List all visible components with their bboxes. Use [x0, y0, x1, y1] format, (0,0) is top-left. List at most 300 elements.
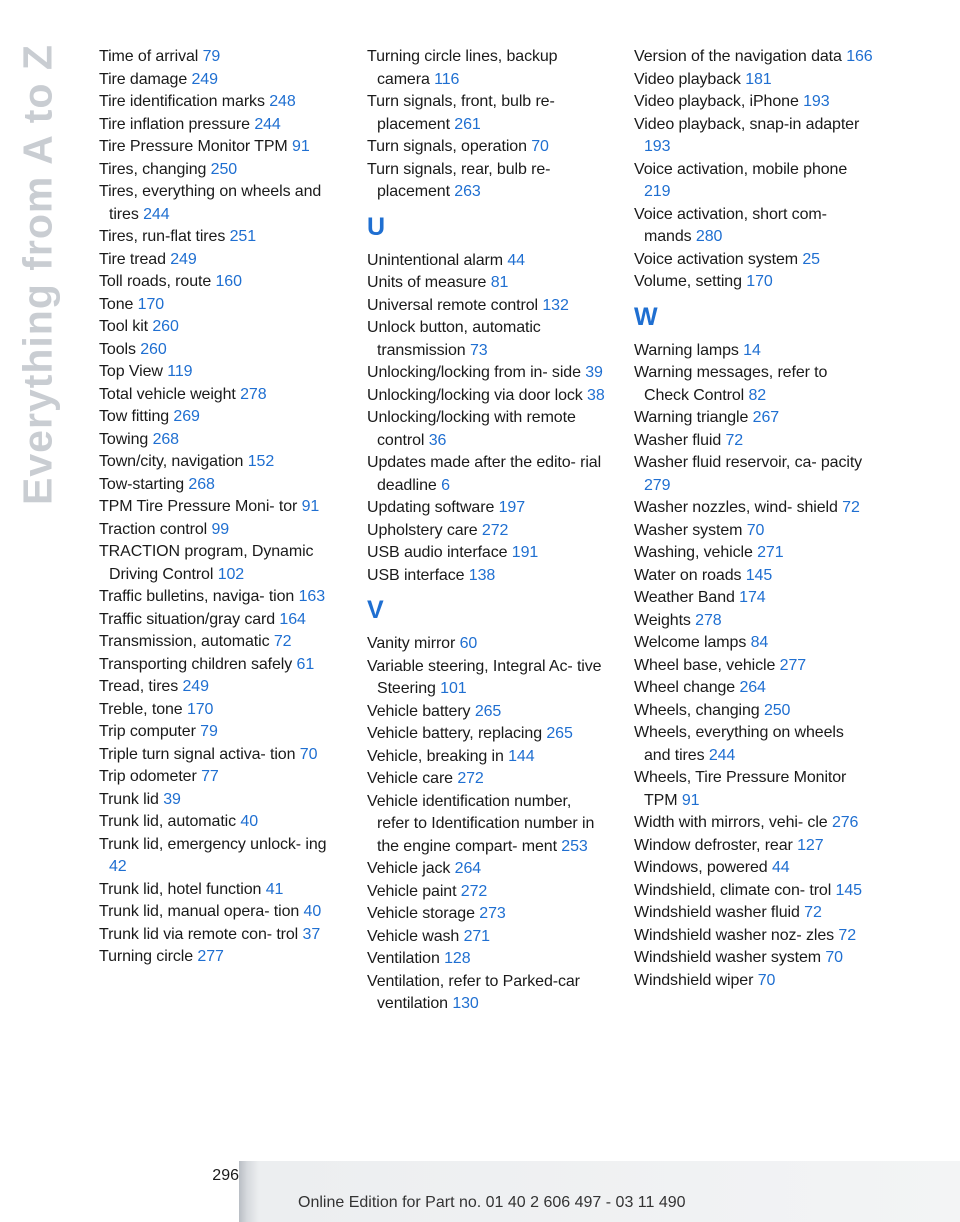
footer-text: Online Edition for Part no. 01 40 2 606 497 - 03 11 490: [298, 1194, 686, 1211]
index-entry: [99, 924, 339, 947]
index-entry-page-link[interactable]: 40: [240, 813, 258, 830]
index-entry: [634, 159, 874, 204]
section-letter-v: V: [367, 596, 384, 624]
index-entry: [99, 744, 339, 767]
index-entry: [99, 91, 339, 114]
index-entry-term: Weights: [634, 611, 691, 629]
index-entry-term: Wheels, everything on wheels and tires: [634, 724, 844, 764]
index-entry: [634, 542, 874, 565]
index-entry-term: Window defroster, rear: [634, 836, 793, 854]
index-entry: [99, 114, 339, 137]
index-entry: [367, 656, 607, 701]
index-column-3: [634, 46, 874, 992]
index-entry-term: Trunk lid, hotel function: [99, 880, 262, 898]
index-entry: [99, 451, 339, 474]
index-entry-term: Vehicle battery: [367, 702, 471, 720]
index-entry: [367, 520, 607, 543]
index-entry-term: Warning lamps: [634, 341, 739, 359]
index-entry-term: Updates made after the edito‐ rial deadline: [367, 454, 602, 494]
index-entry: [367, 926, 607, 949]
index-entry-page-link[interactable]: 72: [273, 633, 292, 650]
index-entry: [367, 746, 607, 769]
index-entry: [99, 609, 339, 632]
index-entry-page-link[interactable]: 264: [454, 860, 482, 877]
index-entry-page-link[interactable]: 145: [835, 881, 862, 899]
index-entry: [634, 587, 874, 610]
index-entry-page-link[interactable]: 60: [459, 635, 478, 652]
section-letter-w: W: [634, 302, 658, 331]
index-entry-term: TPM Tire Pressure Moni‐ tor: [99, 498, 298, 515]
index-entry-page-link[interactable]: 251: [229, 228, 256, 245]
index-entry: [634, 610, 874, 633]
index-entry-term: Turning circle: [99, 948, 194, 965]
index-entry-page-link[interactable]: 244: [254, 115, 281, 133]
index-entry-term: Video playback, snap-in adapter: [634, 115, 860, 133]
index-entry-term: Trunk lid, automatic: [99, 813, 237, 830]
index-entry-term: Traffic situation/gray card: [99, 610, 276, 628]
index-entry-term: Turn signals, rear, bulb re‐ placement: [367, 160, 551, 200]
index-entry-page-link[interactable]: 84: [750, 634, 769, 651]
index-entry: [367, 317, 607, 362]
index-entry-term: Ventilation, refer to Parked-car ventilation: [367, 972, 580, 1012]
index-entry-page-link[interactable]: 41: [265, 880, 284, 898]
index-entry-page-link[interactable]: 130: [452, 995, 479, 1012]
index-entry-page-link[interactable]: 271: [463, 927, 490, 945]
index-entry-term: Towing: [99, 430, 149, 448]
index-entry-page-link[interactable]: 72: [842, 499, 860, 516]
index-entry-page-link[interactable]: 260: [140, 340, 167, 358]
index-entry: [99, 226, 339, 249]
index-entry: [99, 789, 339, 812]
index-entry-page-link[interactable]: 244: [143, 205, 170, 223]
index-entry-term: Windshield, climate con‐ trol: [634, 881, 832, 899]
index-entry-page-link[interactable]: 119: [167, 363, 193, 380]
index-entry-page-link[interactable]: 14: [743, 341, 761, 359]
index-entry: [99, 654, 339, 677]
index-entry: [99, 429, 339, 452]
index-entry: [634, 340, 874, 363]
index-entry-page-link[interactable]: 170: [746, 273, 773, 290]
index-entry-term: Turn signals, front, bulb re‐ placement: [367, 93, 555, 133]
index-entry: [634, 520, 874, 543]
index-entry-term: Windshield washer noz‐ zles: [634, 926, 835, 944]
index-entry-term: Trunk lid, manual opera‐ tion: [99, 903, 300, 920]
index-entry-page-link[interactable]: 264: [739, 679, 766, 696]
index-entry-term: TRACTION program, Dynamic Driving Control: [99, 543, 314, 583]
index-entry-page-link[interactable]: 197: [498, 499, 526, 516]
index-entry: [367, 971, 607, 1016]
index-entry: [634, 947, 874, 970]
index-entry: [99, 474, 339, 497]
index-entry: [367, 362, 607, 385]
index-entry-page-link[interactable]: 253: [561, 837, 588, 855]
index-entry-page-link[interactable]: 99: [211, 520, 230, 538]
index-entry-page-link[interactable]: 152: [247, 453, 275, 470]
index-entry-page-link[interactable]: 128: [444, 950, 471, 967]
index-entry-page-link[interactable]: 61: [296, 655, 315, 673]
index-entry: [367, 497, 607, 520]
index-entry: [99, 316, 339, 339]
index-entry: [367, 159, 607, 204]
index-entry-term: Volume, setting: [634, 273, 742, 290]
index-column-1: [99, 46, 339, 969]
index-entry-term: Traction control: [99, 520, 208, 538]
index-entry-term: Tires, run-flat tires: [99, 228, 226, 245]
index-entry-term: Trunk lid via remote con‐ trol: [99, 925, 299, 943]
index-entry-page-link[interactable]: 163: [298, 588, 325, 605]
index-entry-term: Trunk lid: [99, 790, 159, 808]
index-entry-page-link[interactable]: 138: [468, 566, 496, 584]
index-entry-term: Vehicle storage: [367, 905, 475, 922]
index-entry-page-link[interactable]: 261: [454, 115, 481, 133]
index-entry-term: Warning messages, refer to Check Control: [634, 364, 828, 404]
index-entry-page-link[interactable]: 70: [757, 971, 776, 989]
index-entry-term: Washer fluid reservoir, ca‐ pacity: [634, 454, 863, 471]
index-entry-term: Unlocking/locking with remote control: [367, 409, 576, 449]
index-entry: [634, 655, 874, 678]
index-entry: [367, 542, 607, 565]
index-entry-page-link[interactable]: 37: [302, 925, 321, 943]
index-entry: [367, 46, 607, 91]
side-title: Everything from A to Z: [14, 44, 61, 505]
index-entry-page-link[interactable]: 170: [137, 295, 165, 313]
index-entry-term: Tire tread: [99, 250, 166, 268]
index-entry-term: Tire damage: [99, 70, 188, 88]
index-entry-page-link[interactable]: 6: [441, 476, 450, 494]
index-entry-page-link[interactable]: 70: [531, 138, 549, 155]
index-entry-page-link[interactable]: 272: [457, 770, 484, 787]
index-entry-term: Windows, powered: [634, 859, 768, 876]
index-entry-page-link[interactable]: 263: [454, 183, 481, 200]
index-entry-page-link[interactable]: 91: [681, 791, 700, 809]
index-entry-term: Vehicle paint: [367, 882, 457, 900]
index-entry-term: Vehicle care: [367, 770, 453, 787]
index-entry-page-link[interactable]: 250: [210, 160, 238, 178]
index-entry-page-link[interactable]: 271: [757, 544, 784, 561]
index-entry: [634, 970, 874, 993]
index-entry: [367, 91, 607, 136]
index-entry: [367, 791, 607, 859]
index-entry-page-link[interactable]: 132: [542, 296, 569, 314]
index-entry: [367, 768, 607, 791]
index-entry-term: Triple turn signal activa‐ tion: [99, 745, 296, 763]
index-entry-term: Tread, tires: [99, 678, 179, 695]
index-entry: [634, 722, 874, 767]
index-entry: [634, 114, 874, 159]
index-entry: [367, 272, 607, 295]
index-entry: [99, 159, 339, 182]
index-entry-term: Treble, tone: [99, 700, 183, 718]
index-entry: [634, 204, 874, 249]
index-entry-page-link[interactable]: 81: [490, 274, 509, 291]
index-entry-page-link[interactable]: 191: [511, 544, 539, 561]
index-entry-term: Voice activation, short com‐ mands: [634, 205, 827, 245]
index-entry-page-link[interactable]: 25: [802, 250, 820, 268]
section-letter-u: U: [367, 212, 386, 241]
index-entry-page-link[interactable]: 166: [846, 48, 873, 65]
index-entry: [99, 631, 339, 654]
index-entry-term: Unlocking/locking from in‐ side: [367, 364, 581, 381]
index-entry: [634, 812, 874, 835]
index-entry-term: Vanity mirror: [367, 635, 456, 652]
index-entry: [99, 339, 339, 362]
index-entry-page-link[interactable]: 44: [771, 859, 790, 876]
index-entry-term: Tow-starting: [99, 475, 185, 493]
index-entry: [634, 69, 874, 92]
index-entry: [99, 46, 339, 69]
index-entry: [367, 858, 607, 881]
index-entry-page-link[interactable]: 91: [292, 138, 310, 155]
index-entry-term: Wheel base, vehicle: [634, 656, 776, 674]
index-entry-page-link[interactable]: 145: [745, 566, 773, 584]
index-entry-page-link[interactable]: 160: [215, 273, 242, 290]
index-entry-term: Variable steering, Integral Ac‐ tive Steering: [367, 657, 602, 697]
index-entry: [634, 925, 874, 948]
index-entry: [99, 946, 339, 969]
index-entry: [367, 903, 607, 926]
index-entry-page-link[interactable]: 44: [507, 251, 525, 269]
index-entry: [367, 136, 607, 159]
index-entry-term: Total vehicle weight: [99, 385, 236, 403]
index-entry: [99, 541, 339, 586]
index-entry-term: Video playback: [634, 70, 741, 88]
index-entry: [367, 701, 607, 724]
index-entry-page-link[interactable]: 272: [460, 882, 488, 900]
index-entry: [367, 948, 607, 971]
index-entry-term: Trip odometer: [99, 768, 197, 785]
index-entry-page-link[interactable]: 265: [546, 725, 573, 742]
index-entry: [634, 362, 874, 407]
index-entry: [99, 181, 339, 226]
index-entry-page-link[interactable]: 250: [763, 701, 791, 719]
index-entry: [634, 271, 874, 294]
index-entry-term: Transporting children safely: [99, 655, 293, 673]
index-entry-page-link[interactable]: 249: [182, 678, 209, 695]
index-entry: [367, 407, 607, 452]
index-entry: [634, 91, 874, 114]
index-entry-page-link[interactable]: 101: [440, 680, 467, 697]
index-entry-term: Windshield washer fluid: [634, 904, 800, 921]
index-entry-page-link[interactable]: 39: [163, 790, 181, 808]
index-entry-page-link[interactable]: 273: [479, 905, 506, 922]
index-entry: [99, 519, 339, 542]
index-entry: [367, 452, 607, 497]
index-entry: [634, 857, 874, 880]
index-entry-term: Turn signals, operation: [367, 138, 527, 155]
index-entry: [634, 767, 874, 812]
index-entry-page-link[interactable]: 181: [745, 70, 772, 88]
index-entry-page-link[interactable]: 116: [434, 70, 460, 88]
index-entry-page-link[interactable]: 249: [191, 70, 218, 88]
index-entry-page-link[interactable]: 278: [240, 385, 267, 403]
index-entry: [367, 723, 607, 746]
index-entry: [367, 250, 607, 273]
index-entry-term: Unlock button, automatic transmission: [367, 319, 541, 359]
index-entry-page-link[interactable]: 260: [152, 318, 179, 335]
index-entry: [99, 834, 339, 879]
index-entry-page-link[interactable]: 276: [831, 814, 859, 831]
index-entry-page-link[interactable]: 102: [217, 565, 245, 583]
page-number: 296: [212, 1167, 239, 1184]
index-entry-term: Upholstery care: [367, 521, 478, 539]
index-entry: [99, 294, 339, 317]
index-entry-term: Warning triangle: [634, 409, 749, 426]
index-entry-page-link[interactable]: 244: [708, 746, 736, 764]
index-entry-term: Tools: [99, 340, 136, 358]
index-entry-page-link[interactable]: 248: [269, 93, 296, 110]
index-entry: [634, 249, 874, 272]
index-entry-page-link[interactable]: 39: [585, 364, 603, 381]
index-entry-term: Town/city, navigation: [99, 453, 244, 470]
index-entry-page-link[interactable]: 249: [170, 250, 197, 268]
index-entry-page-link[interactable]: 77: [201, 768, 219, 785]
index-entry-page-link[interactable]: 268: [152, 430, 179, 448]
index-entry-page-link[interactable]: 127: [797, 836, 824, 854]
index-entry: [99, 901, 339, 924]
index-entry-term: Universal remote control: [367, 296, 538, 314]
index-entry-page-link[interactable]: 193: [803, 93, 830, 110]
index-entry: [634, 632, 874, 655]
index-entry-page-link[interactable]: 82: [748, 386, 767, 404]
index-entry-term: Weather Band: [634, 589, 735, 606]
footer-bar: [239, 1161, 960, 1222]
index-entry: [99, 136, 339, 159]
index-entry-page-link[interactable]: 265: [474, 702, 502, 720]
index-entry-term: Tires, everything on wheels and tires: [99, 183, 322, 223]
index-entry-term: Vehicle wash: [367, 927, 460, 945]
index-entry-term: Tires, changing: [99, 160, 207, 178]
index-entry-term: Voice activation, mobile phone: [634, 160, 848, 178]
index-entry-term: Tire inflation pressure: [99, 115, 250, 133]
index-entry-page-link[interactable]: 280: [695, 228, 723, 245]
index-entry-term: Tire Pressure Monitor TPM: [99, 138, 288, 155]
index-entry: [634, 565, 874, 588]
index-entry-page-link[interactable]: 42: [109, 858, 127, 875]
index-entry: [634, 430, 874, 453]
index-entry-page-link[interactable]: 164: [279, 610, 306, 628]
index-entry-term: Tone: [99, 295, 134, 313]
index-entry: [99, 361, 339, 384]
index-entry-page-link[interactable]: 72: [725, 431, 744, 449]
index-entry-page-link[interactable]: 267: [752, 409, 780, 426]
index-entry-page-link[interactable]: 170: [186, 700, 214, 718]
index-entry-term: Vehicle battery, replacing: [367, 725, 542, 742]
index-entry-term: Washer fluid: [634, 431, 722, 449]
index-entry: [99, 496, 339, 519]
index-entry-page-link[interactable]: 193: [644, 138, 671, 155]
index-entry-page-link[interactable]: 269: [173, 408, 200, 425]
index-entry: [634, 700, 874, 723]
index-entry: [99, 676, 339, 699]
index-entry-page-link[interactable]: 70: [746, 521, 765, 539]
index-entry-page-link[interactable]: 38: [587, 386, 605, 404]
index-entry: [634, 835, 874, 858]
index-entry-term: Unintentional alarm: [367, 251, 503, 269]
index-entry-page-link[interactable]: 219: [644, 183, 671, 200]
index-entry-term: Washing, vehicle: [634, 544, 753, 561]
index-entry: [634, 497, 874, 520]
index-entry-term: Tire identification marks: [99, 93, 265, 110]
index-entry-term: Windshield wiper: [634, 971, 754, 989]
index-entry: [634, 902, 874, 925]
index-entry-page-link[interactable]: 272: [481, 521, 509, 539]
index-entry-page-link[interactable]: 277: [779, 656, 807, 674]
index-entry-page-link[interactable]: 277: [197, 948, 224, 965]
index-entry-term: Windshield washer system: [634, 949, 821, 966]
index-entry-page-link[interactable]: 73: [469, 341, 488, 359]
index-entry-page-link[interactable]: 279: [644, 476, 671, 494]
index-entry-term: Toll roads, route: [99, 273, 212, 290]
index-entry: [99, 69, 339, 92]
index-entry-page-link[interactable]: 36: [428, 431, 447, 449]
index-entry-term: Vehicle jack: [367, 860, 451, 877]
index-entry-term: Width with mirrors, vehi‐ cle: [634, 814, 828, 831]
index-entry-term: Transmission, automatic: [99, 633, 270, 650]
index-entry-term: Traffic bulletins, naviga‐ tion: [99, 588, 295, 605]
index-entry-term: Turning circle lines, backup camera: [367, 48, 558, 88]
index-entry-page-link[interactable]: 72: [804, 904, 822, 921]
index-entry: [367, 633, 607, 656]
index-entry-page-link[interactable]: 79: [202, 48, 221, 65]
index-entry-page-link[interactable]: 174: [739, 589, 766, 606]
index-entry-page-link[interactable]: 91: [301, 498, 320, 515]
index-entry: [99, 699, 339, 722]
index-entry: [634, 677, 874, 700]
index-entry-page-link[interactable]: 70: [825, 949, 843, 966]
index-entry-term: Time of arrival: [99, 48, 199, 65]
index-entry-term: Ventilation: [367, 950, 440, 967]
index-entry-term: Wheel change: [634, 679, 736, 696]
index-entry-page-link[interactable]: 79: [200, 723, 218, 740]
index-entry-term: Voice activation system: [634, 250, 798, 268]
index-entry-term: Trip computer: [99, 723, 196, 740]
index-entry-term: Wheels, changing: [634, 701, 760, 719]
index-entry: [99, 271, 339, 294]
index-entry-page-link[interactable]: 268: [188, 475, 215, 493]
index-entry-page-link[interactable]: 144: [508, 747, 535, 765]
index-entry-page-link[interactable]: 72: [838, 926, 857, 944]
index-entry-page-link[interactable]: 278: [695, 611, 722, 629]
index-entry: [99, 249, 339, 272]
index-entry-term: Vehicle identification number, refer to Identification number in the engine compart‐ ment: [367, 792, 595, 855]
index-entry-term: Tow fitting: [99, 408, 170, 425]
index-entry-term: Top View: [99, 363, 163, 380]
index-entry-page-link[interactable]: 70: [299, 745, 318, 763]
index-entry: [367, 565, 607, 588]
index-entry: [99, 384, 339, 407]
index-entry: [99, 721, 339, 744]
index-entry-term: Units of measure: [367, 274, 487, 291]
index-entry: [99, 811, 339, 834]
index-entry: [99, 406, 339, 429]
index-entry-term: Video playback, iPhone: [634, 93, 799, 110]
index-entry-page-link[interactable]: 40: [303, 903, 322, 920]
index-entry-term: USB audio interface: [367, 544, 508, 561]
index-entry-term: Washer system: [634, 521, 743, 539]
index-entry-term: Trunk lid, emergency unlock‐ ing: [99, 835, 327, 853]
index-entry-term: Water on roads: [634, 566, 742, 584]
index-entry-term: Wheels, Tire Pressure Monitor TPM: [634, 769, 847, 809]
index-entry: [99, 766, 339, 789]
index-column-2: [367, 46, 607, 1016]
index-entry: [634, 46, 874, 69]
index-entry: [634, 880, 874, 903]
index-entry-term: Welcome lamps: [634, 634, 747, 651]
index-entry-term: Version of the navigation data: [634, 48, 842, 65]
index-entry-term: Unlocking/locking via door lock: [367, 386, 583, 404]
index-entry: [634, 452, 874, 497]
index-entry-term: Washer nozzles, wind‐ shield: [634, 499, 838, 516]
